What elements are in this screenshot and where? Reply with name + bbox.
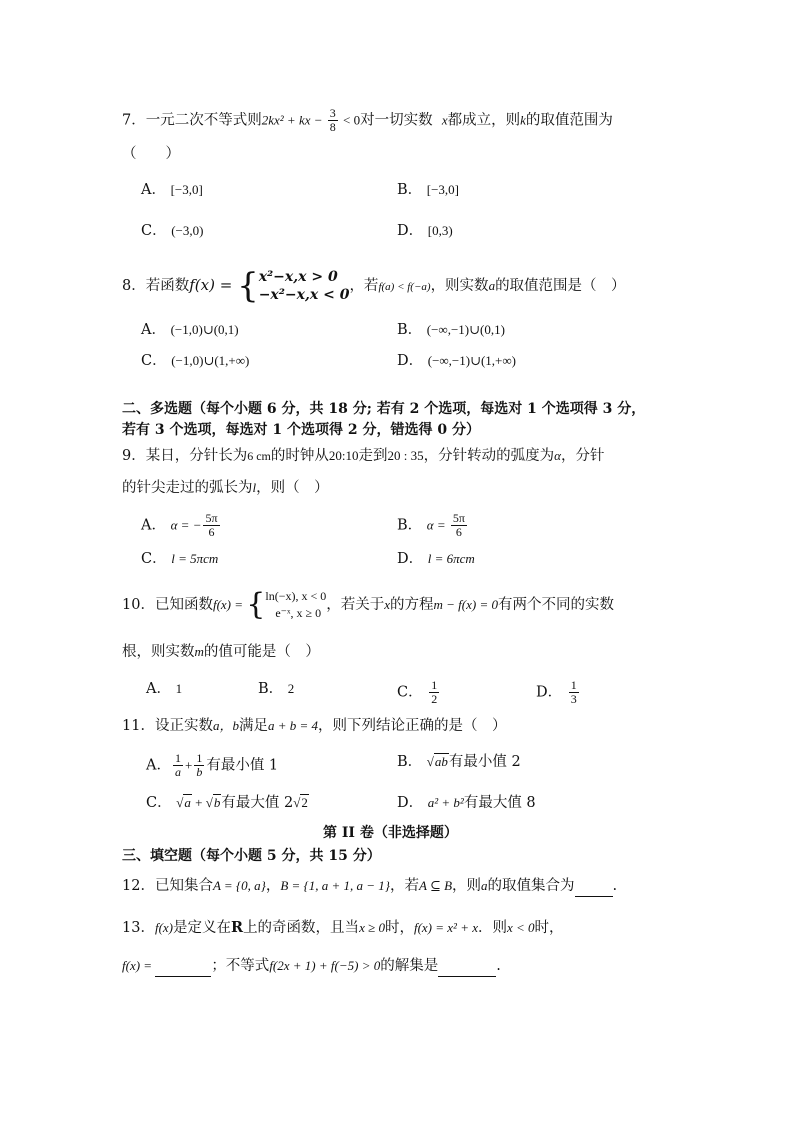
q8-text-b: ，若 <box>349 278 379 294</box>
q11-a-frac2-den: b <box>196 765 203 779</box>
q11-vars: a，b <box>212 718 239 733</box>
q10-case1: ln(−x), x < 0 <box>265 589 327 603</box>
q7-paren: （ ） <box>122 146 180 162</box>
q7-ineq-right: < 0 <box>339 112 361 128</box>
q9-b-label: B． <box>397 517 423 534</box>
q8-line <box>122 266 626 306</box>
q12-answer-blank[interactable] <box>575 876 613 897</box>
q12-subset: A ⊆ B <box>419 878 453 893</box>
q7-option-c <box>141 221 203 241</box>
q8-text-a: 若函数 <box>145 278 190 294</box>
q9-a-den: 6 <box>208 525 215 539</box>
q13-line1 <box>122 918 564 938</box>
q7-d-value: [0,3) <box>427 223 453 238</box>
q11-a-label: A． <box>146 757 171 774</box>
q11-text-b: 满足 <box>238 718 268 734</box>
q11-c-plus: + <box>191 795 206 810</box>
q13-text-b: 上的奇函数，且当 <box>243 920 360 936</box>
q9-b-num: 5π <box>452 511 465 525</box>
q9-line2-a: 的针尖走过的弧长为 <box>122 480 253 496</box>
q9-time1: 20:10 <box>328 448 359 463</box>
q11-c-sqrt-b: √b <box>205 795 221 810</box>
q11-c-sqrt-a: √a <box>176 795 191 810</box>
q9-option-b <box>397 512 469 539</box>
q10-a-value: 1 <box>175 681 183 696</box>
q9-b-frac <box>451 512 467 539</box>
q12-line <box>122 876 617 897</box>
q9-a-lhs: α = − <box>170 517 202 533</box>
q7-fraction <box>328 107 338 134</box>
q9-text-b: 的时钟从 <box>270 448 329 464</box>
q9-time2: 20 : 35 <box>387 448 424 463</box>
q10-line1 <box>122 585 614 625</box>
q10-b-value: 2 <box>287 681 295 696</box>
q10-cases <box>265 588 326 622</box>
q13-text-c: 时， <box>384 920 414 936</box>
q7-frac-den: 8 <box>329 120 336 134</box>
q11-a-frac2 <box>194 752 204 779</box>
q11-c-sqrt2-content: 2 <box>301 795 308 810</box>
q8-d-label: D． <box>397 353 424 369</box>
q9-text-c: 走到 <box>358 448 388 464</box>
q11-c-sqrt-a-content: a <box>184 795 191 810</box>
q12-text-d: 的取值集合为 <box>487 878 575 894</box>
q11-option-a <box>146 752 278 779</box>
q9-b-den: 6 <box>455 525 462 539</box>
part2-title: 第 II 卷（非选择题） <box>323 825 458 841</box>
q10-number: 10． <box>122 597 155 613</box>
q11-c-sqrt2: √2 <box>293 795 308 810</box>
q13-text-d: ．则 <box>478 920 507 936</box>
q8-text-c: ，则实数 <box>430 278 489 294</box>
q13-cond1: x ≥ 0 <box>359 920 385 935</box>
q11-text-c: ，则下列结论正确的是（ ） <box>318 718 507 734</box>
q8-brace: { <box>237 266 259 306</box>
q7-c-value: (−3,0) <box>171 223 204 238</box>
q13-answer-blank-2[interactable] <box>438 956 496 977</box>
q7-b-value: [−3,0] <box>426 182 460 197</box>
q11-a-text: 有最小值 1 <box>206 757 279 774</box>
q9-d-value: l = 6πcm <box>427 551 475 566</box>
q11-c-label: C． <box>146 795 172 811</box>
q13-line2 <box>122 956 501 977</box>
q8-a-label: A． <box>141 322 166 338</box>
q11-a-frac1 <box>173 752 183 779</box>
q10-eq: m − f(x) = 0 <box>433 597 498 612</box>
q10-b-label: B． <box>258 681 284 697</box>
q9-line2 <box>122 478 329 498</box>
q11-a-frac1-den: a <box>174 765 181 779</box>
q9-number: 9． <box>122 448 146 464</box>
q9-length: 6 cm <box>247 449 271 463</box>
q12-set-b: B = {1, a + 1, a − 1} <box>280 878 390 893</box>
q9-d-label: D． <box>397 551 424 567</box>
q10-text-b: ，若关于 <box>326 597 385 613</box>
q7-ineq-left: 2kx² + kx − <box>261 112 326 128</box>
q12-text-c: ，则 <box>452 878 482 894</box>
q7-frac-num: 3 <box>329 106 336 120</box>
q8-option-d <box>397 351 516 371</box>
q11-number: 11． <box>122 718 155 734</box>
q8-c-value: (−1,0)∪(1,+∞) <box>171 353 250 368</box>
q9-alpha: α <box>554 448 561 463</box>
q10-option-d <box>536 679 581 706</box>
q7-option-d <box>397 221 453 241</box>
q12-set-a: A = {0, a} <box>212 878 266 893</box>
q8-fx: f(x) = <box>189 276 238 294</box>
q13-answer-blank-1[interactable] <box>155 956 211 977</box>
q8-a-value: (−1,0)∪(0,1) <box>170 322 239 337</box>
q9-option-c <box>141 549 218 569</box>
q11-option-c <box>146 793 309 813</box>
section2-heading-line2: 若有 3 个选项，每选对 1 个选项得 2 分，错选得 0 分） <box>122 422 480 438</box>
q12-number: 12． <box>122 878 155 894</box>
q10-c-frac <box>429 679 439 706</box>
q10-option-a <box>146 679 182 699</box>
q7-option-b <box>397 180 459 200</box>
section3-heading: 三、填空题（每个小题 5 分，共 15 分） <box>122 848 381 864</box>
q13-def: f(x) = x² + x <box>413 920 478 935</box>
q9-b-lhs: α = <box>426 517 449 533</box>
q13-line2-fx: f(x) = <box>122 958 156 973</box>
q13-end: . <box>496 958 501 974</box>
q11-b-sqrt: √ab <box>426 754 448 769</box>
q13-number: 13． <box>122 920 155 936</box>
q12-text-a: 已知集合 <box>154 878 213 894</box>
q11-cond: a + b = 4 <box>267 718 319 733</box>
q10-c-num: 1 <box>431 678 438 692</box>
q11-text-a: 设正实数 <box>154 718 213 734</box>
q10-option-b <box>258 679 294 699</box>
q10-line2-b: 的值可能是（ ） <box>203 644 320 660</box>
q8-option-c <box>141 351 249 371</box>
q12-end: . <box>612 878 618 894</box>
q7-number: 7． <box>122 112 146 129</box>
q8-b-label: B． <box>397 322 423 338</box>
q13-cond2: x < 0 <box>507 920 535 935</box>
q11-option-b <box>397 752 521 772</box>
q10-d-label: D． <box>536 684 563 701</box>
q8-number: 8． <box>122 278 146 294</box>
q8-c-label: C． <box>141 353 167 369</box>
q7-var-k: k <box>520 112 526 128</box>
q9-text-d: ，分针转动的弧度为 <box>423 448 555 464</box>
q10-c-label: C． <box>397 684 423 701</box>
q9-option-a <box>141 512 222 539</box>
q10-option-c <box>397 679 441 706</box>
q11-a-frac2-num: 1 <box>196 751 203 765</box>
q9-c-value: l = 5πcm <box>171 551 219 566</box>
q11-b-label: B． <box>397 754 423 770</box>
q11-d-math: a² + b² <box>427 795 464 810</box>
q13-text-e: 时， <box>534 920 564 936</box>
q10-c-den: 2 <box>431 692 438 706</box>
q10-text-a: 已知函数 <box>154 597 213 613</box>
q10-line2-a: 根，则实数 <box>122 644 195 660</box>
q9-a-frac <box>203 512 219 539</box>
q9-line1 <box>122 446 604 466</box>
q9-var-l: l <box>252 480 257 495</box>
q10-var-x: x <box>384 597 391 612</box>
q12-comma: ， <box>265 878 281 894</box>
q9-line2-b: ，则（ ） <box>256 480 329 496</box>
q11-a-frac1-num: 1 <box>174 751 181 765</box>
q9-text-a: 某日，分针长为 <box>145 448 248 464</box>
q9-c-label: C． <box>141 551 167 567</box>
q11-a-plus: + <box>184 757 193 773</box>
q13-real-set: R <box>231 919 244 936</box>
section2-heading-line1: 二、多选题（每个小题 6 分，共 18 分; 若有 2 个选项，每选对 1 个选项得 3 分， <box>122 401 646 417</box>
q11-line <box>122 716 507 736</box>
q10-text-d: 有两个不同的实数 <box>498 597 614 613</box>
q11-c-sqrt-b-content: b <box>213 795 221 810</box>
q10-brace: { <box>246 587 266 622</box>
q10-var-m: m <box>194 644 204 659</box>
q10-text-c: 的方程 <box>390 597 434 613</box>
q9-a-num: 5π <box>205 511 218 525</box>
q11-option-d <box>397 793 536 813</box>
q11-b-text: 有最小值 2 <box>448 754 521 770</box>
q8-case2: −x²−x,x < 0 <box>258 287 350 303</box>
q7-a-value: [−3,0] <box>170 182 203 197</box>
q8-text-d: 的取值范围是（ ） <box>495 278 626 294</box>
q8-b-value: (−∞,−1)∪(0,1) <box>426 322 505 337</box>
q7-c-label: C． <box>141 223 167 239</box>
q7-text-c: 都成立，则 <box>447 112 521 129</box>
q10-d-num: 1 <box>570 678 577 692</box>
q8-option-b <box>397 320 505 340</box>
q13-ineq: f(2x + 1) + f(−5) > 0 <box>269 958 381 973</box>
q8-cond: f(a) < f(−a) <box>378 281 431 293</box>
q11-c-text: 有最大值 2 <box>221 795 294 811</box>
q7-line <box>122 107 613 134</box>
q8-var-a: a <box>488 278 496 293</box>
q12-var-a: a <box>481 878 488 893</box>
q13-line2-b: 的解集是 <box>380 958 439 974</box>
q7-text-d: 的取值范围为 <box>525 112 613 129</box>
q7-d-label: D． <box>397 223 424 239</box>
q7-option-a <box>141 180 203 200</box>
q10-d-den: 3 <box>570 692 577 706</box>
q13-fx: f(x) <box>154 920 173 935</box>
q8-d-value: (−∞,−1)∪(1,+∞) <box>427 353 516 368</box>
q8-case1: x²−x,x > 0 <box>258 269 338 285</box>
q11-b-sqrt-content: ab <box>434 754 448 769</box>
q7-b-label: B． <box>397 182 423 198</box>
q9-a-label: A． <box>141 517 166 534</box>
q11-d-text: 有最大值 8 <box>463 795 536 811</box>
q10-a-label: A． <box>146 681 171 697</box>
q9-option-d <box>397 549 475 569</box>
q10-case2: e⁻ˣ, x ≥ 0 <box>275 606 322 620</box>
q12-text-b: ，若 <box>390 878 419 894</box>
q7-a-label: A． <box>141 182 166 198</box>
q10-d-frac <box>569 679 579 706</box>
q13-text-a: 是定义在 <box>173 920 231 936</box>
q9-text-e: ，分针 <box>560 448 605 464</box>
q8-cases <box>259 268 350 304</box>
q13-line2-a: ；不等式 <box>211 958 270 974</box>
q11-d-label: D． <box>397 795 424 811</box>
q7-var-x: x <box>441 112 448 128</box>
q8-option-a <box>141 320 239 340</box>
q10-fx: f(x) = <box>212 597 247 612</box>
q10-line2 <box>122 642 320 662</box>
q7-text-b: 对一切实数 <box>360 112 433 129</box>
q7-text-a: 一元二次不等式则 <box>145 112 262 129</box>
